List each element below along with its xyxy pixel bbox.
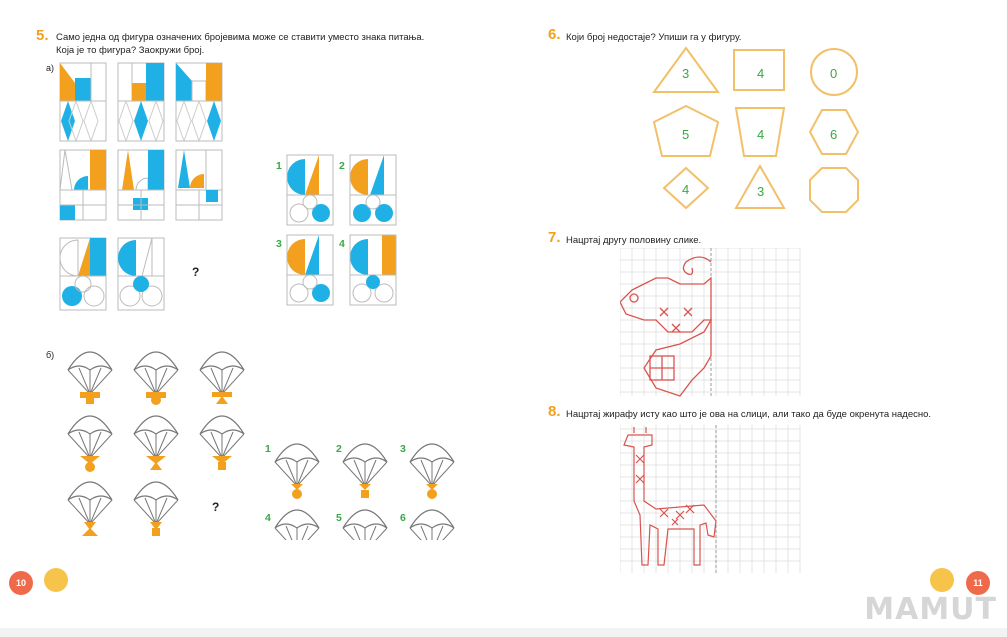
part-b-label: б) — [46, 350, 55, 360]
part-b-option-3[interactable]: 3 — [400, 443, 406, 455]
shape-value-hexagon: 6 — [830, 127, 838, 142]
task5-number: 5. — [36, 27, 49, 44]
task8-giraffe-grid[interactable] — [620, 425, 810, 575]
part-b-option-5[interactable]: 5 — [336, 512, 342, 524]
bottom-band — [0, 628, 1007, 637]
part-a-option-2[interactable]: 2 — [339, 160, 345, 172]
shape-octagon-answer-slot[interactable] — [830, 182, 846, 198]
part-b-question-mark: ? — [212, 500, 220, 514]
lightbulb-icon-right — [930, 568, 954, 592]
task5-instruction-line1: Само једна од фигура означених бројевима може се ставити уместо знака питања. — [56, 32, 425, 43]
part-a-question-mark: ? — [192, 265, 200, 279]
page-number-right: 11 — [966, 571, 990, 595]
part-a-label: а) — [46, 63, 55, 73]
watermark-logo: MAMUT — [864, 592, 997, 627]
task7-number: 7. — [548, 229, 561, 246]
part-b-option-2[interactable]: 2 — [336, 443, 342, 455]
shape-value-rectangle: 4 — [757, 66, 765, 81]
task7-instruction: Нацртај другу половину слике. — [566, 235, 702, 246]
part-b-parachutes — [60, 340, 470, 540]
part-b-option-4[interactable]: 4 — [265, 512, 271, 524]
shape-value-circle: 0 — [830, 66, 838, 81]
lightbulb-icon — [44, 568, 68, 592]
shape-value-small-triangle: 3 — [757, 184, 765, 199]
part-a-figure-puzzle — [55, 55, 455, 320]
page-number-left: 10 — [9, 571, 33, 595]
shape-value-diamond: 4 — [682, 182, 690, 197]
task8-number: 8. — [548, 403, 561, 420]
task6-instruction: Који број недостаје? Упиши га у фигуру. — [566, 32, 742, 43]
part-b-option-6[interactable]: 6 — [400, 512, 406, 524]
part-b-option-1[interactable]: 1 — [265, 443, 271, 455]
shape-value-pentagon: 5 — [682, 127, 690, 142]
task7-butterfly-grid[interactable] — [620, 248, 810, 398]
task6-number: 6. — [548, 26, 561, 43]
task8-instruction: Нацртај жирафу исту као што је ова на слици, али тако да буде окренута надесно. — [566, 409, 932, 420]
shape-value-triangle: 3 — [682, 66, 690, 81]
task5-instruction-line2: Која је то фигура? Заокружи број. — [56, 45, 205, 56]
part-a-option-3[interactable]: 3 — [276, 238, 282, 250]
part-a-option-4[interactable]: 4 — [339, 238, 345, 250]
part-a-option-1[interactable]: 1 — [276, 160, 282, 172]
shape-value-trapezoid: 4 — [757, 127, 765, 142]
